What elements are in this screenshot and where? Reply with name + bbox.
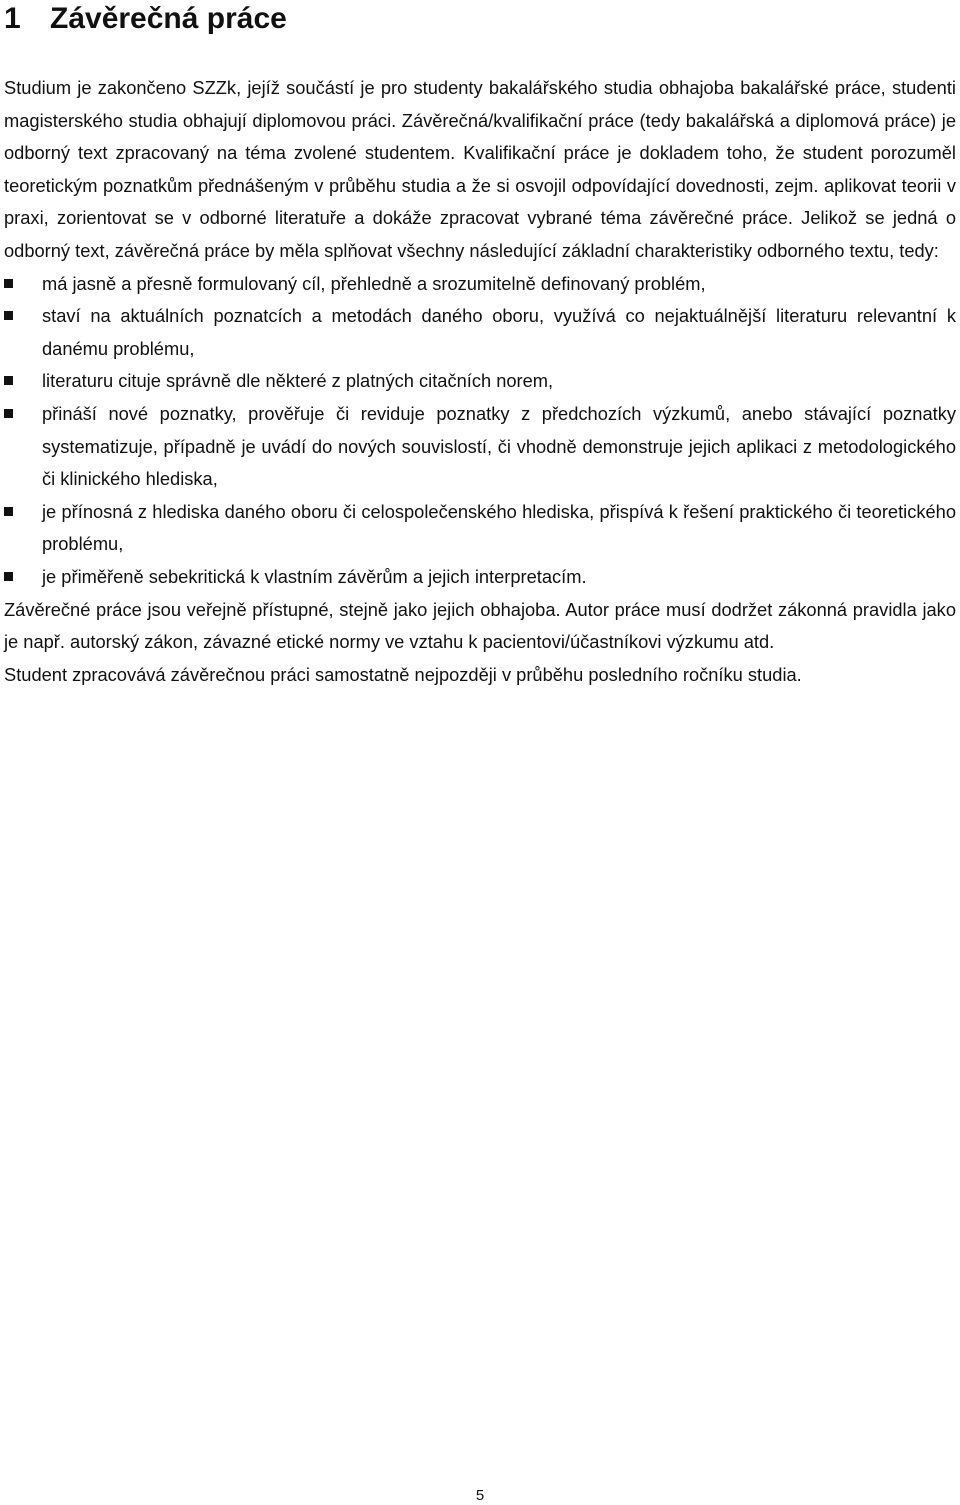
list-item-text: literaturu cituje správně dle některé z platných citačních norem, — [42, 370, 554, 392]
list-item — [4, 561, 956, 594]
square-bullet-icon — [4, 279, 13, 288]
list-item-text: přináší nové poznatky, prověřuje či reviduje poznatky z předchozích výzkumů, anebo stávající poznatky systematizuje, případně je uvádí do nových souvislostí, či vhodně demonstruje jejich aplikaci z metodologického či klinického hlediska, — [42, 402, 956, 490]
square-bullet-icon — [4, 572, 13, 581]
characteristics-list — [4, 268, 956, 594]
page-number: 5 — [475, 1487, 485, 1504]
body-text — [4, 72, 956, 691]
square-bullet-icon — [4, 376, 13, 385]
section-number: 1 — [4, 2, 21, 35]
after-list-paragraph: Závěrečné práce jsou veřejně přístupné, stejně jako jejich obhajoba. Autor práce musí dodržet zákonná pravidla jako je např. autorský zákon, závazné etické normy ve vztahu k pacientovi/účastníkovi výzkumu atd. — [4, 598, 956, 653]
closing-paragraph: Student zpracovává závěrečnou práci samostatně nejpozději v průběhu posledního ročníku studia. — [4, 663, 802, 685]
list-item — [4, 300, 956, 365]
list-item — [4, 496, 956, 561]
list-item — [4, 268, 956, 301]
list-item-text: je přiměřeně sebekritická k vlastním závěrům a jejich interpretacím. — [42, 565, 587, 587]
list-item-text: má jasně a přesně formulovaný cíl, přehledně a srozumitelně definovaný problém, — [42, 272, 706, 294]
square-bullet-icon — [4, 507, 13, 516]
list-item — [4, 365, 956, 398]
list-item-text: staví na aktuálních poznatcích a metodách daného oboru, využívá co nejaktuálnější literaturu relevantní k danému problému, — [42, 305, 956, 359]
document-page — [4, 0, 956, 691]
list-item-text: je přínosná z hlediska daného oboru či celospolečenského hlediska, přispívá k řešení praktického či teoretického problému, — [42, 500, 956, 555]
intro-paragraph: Studium je zakončeno SZZk, jejíž součástí je pro studenty bakalářského studia obhajoba bakalářské práce, studenti magisterského studia obhajují diplomovou práci. Závěrečná/kvalifikační práce (tedy bakalářská a diplomová práce) je odborný text zpracovaný na téma zvolené studentem. Kvalifikační práce je dokladem toho, že student porozuměl teoretickým poznatkům přednášeným v průběhu studia a že si osvojil odpovídající dovednosti, zejm. aplikovat teorii v praxi, zorientovat se v odborné literatuře a dokáže zpracovat vybrané téma závěrečné práce. Jelikož se jedná o odborný text, závěrečná práce by měla splňovat všechny následující základní charakteristiky odborného textu, tedy: — [4, 77, 956, 261]
square-bullet-icon — [4, 409, 13, 418]
section-title: Závěrečná práce — [50, 2, 287, 35]
section-heading — [4, 0, 956, 38]
list-item — [4, 398, 956, 496]
square-bullet-icon — [4, 311, 13, 320]
